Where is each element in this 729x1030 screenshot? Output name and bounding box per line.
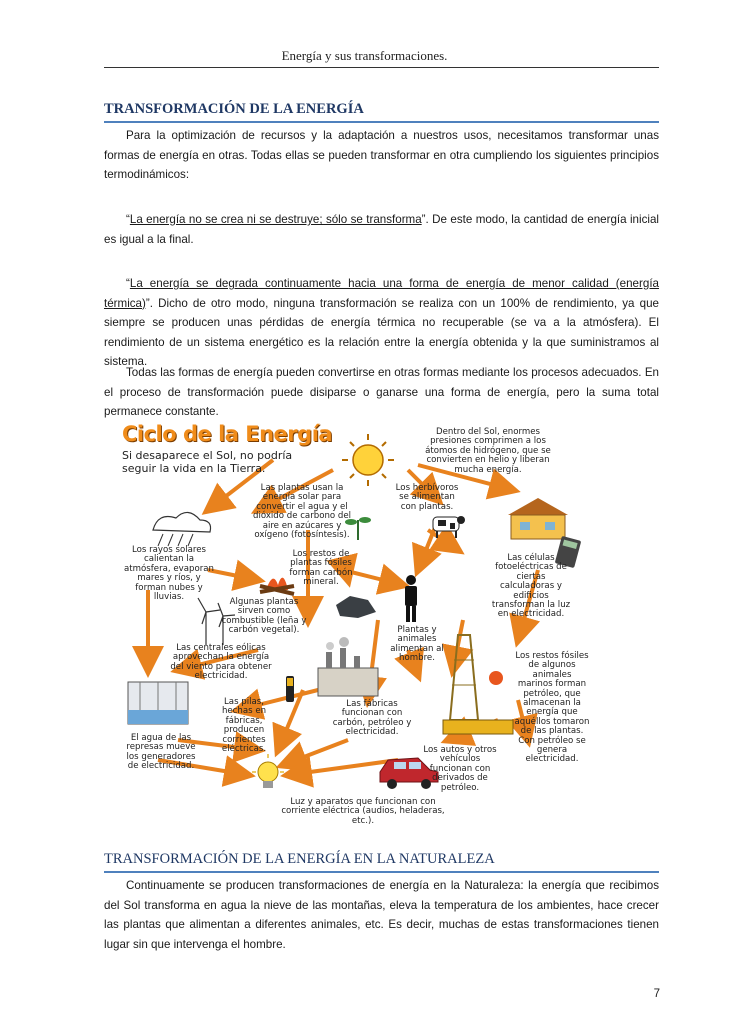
vehicles-caption: Los autos y otros vehículos funcionan con derivados de petróleo. [423, 745, 497, 793]
fossil-coal-caption: Los restos de plantas fósiles forman carbón mineral. [289, 549, 353, 588]
factories-caption: Las fábricas funcionan con carbón, petróleo y electricidad. [332, 699, 412, 738]
herbivores-caption: Los herbívoros se alimentan con plantas. [395, 483, 459, 512]
lightbulb-icon [252, 754, 284, 788]
header-rule [104, 67, 659, 68]
running-header: Energía y sus transformaciones. [281, 48, 448, 63]
second-principle-paragraph [104, 274, 659, 372]
biomass-caption: Algunas plantas sirven como combustible (leña y carbón vegetal). [221, 597, 307, 636]
nature-paragraph: Continuamente se producen transformaciones de energía en la Naturaleza: la energía que recibimos del Sol transforma en agua la nieve de las montañas, eleva la temperatura de los ambientes, hace crecer las plantas que alimentan a diferentes animales, etc. Es decir, muchas de estas transformaciones tienen lugar sin que intervenga el hombre. [104, 879, 659, 951]
factory-icon [318, 637, 378, 696]
solar-cells-caption: Las células fotoeléctricas de ciertas calculadoras y edificios transforman la luz en electricidad. [491, 553, 571, 620]
rain-cloud-icon [153, 512, 211, 546]
person-icon [405, 575, 417, 622]
photosynthesis-caption: Las plantas usan la energía solar para convertir el agua y el dióxido de carbono del aire en azúcares y oxígeno (fotosíntesis). [252, 483, 352, 541]
dam-icon [128, 682, 188, 724]
first-principle-statement: La energía no se crea ni se destruye; sólo se transforma [129, 213, 422, 226]
conservation-paragraph: Todas las formas de energía pueden convertirse en otras formas mediante los procesos adecuados. En el proceso de transformación puede disiparse o ganarse una forma de energía, pero la suma total permanece constante. [104, 366, 659, 419]
intro-paragraph: Para la optimización de recursos y la adaptación a nuestros usos, necesitamos transformar unas formas de energía en otras. Todas ellas se pueden transformar en otra cumpliendo los siguientes principios termodinámicos: [104, 129, 659, 182]
petroleum-caption: Los restos fósiles de algunos animales marinos forman petróleo, que almacenan la energía que aquéllos tomaron de las plantas. Con petróleo se genera electricidad. [514, 651, 590, 765]
sun-caption: Dentro del Sol, enormes presiones comprimen a los átomos de hidrógeno, que se convierten en helio y liberan mucha energía. [425, 427, 551, 475]
page-number: 7 [653, 988, 660, 1000]
cow-icon [433, 516, 465, 538]
oil-rig-icon [443, 635, 513, 734]
diagram-title: Ciclo de la Energía [122, 422, 333, 446]
first-principle-paragraph [104, 210, 659, 249]
coal-icon [336, 596, 376, 618]
water-cycle-caption: Los rayos solares calientan la atmósfera, evaporan mares y ríos, y forman nubes y lluvias. [124, 545, 214, 603]
battery-caption: Las pilas, hechas en fábricas, producen corrientes eléctricas. [221, 697, 267, 755]
section-heading: TRANSFORMACIÓN DE LA ENERGÍA [104, 101, 659, 123]
house-icon [508, 498, 568, 539]
diagram-subtitle [122, 450, 292, 475]
food-chain-caption: Plantas y animales alimentan al hombre. [390, 625, 444, 664]
battery-icon [286, 676, 294, 702]
diagram-subtitle-line-1: Si desaparece el Sol, no podría [122, 449, 293, 462]
quote-open: “ [126, 213, 130, 226]
section-heading: TRANSFORMACIÓN DE LA ENERGÍA EN LA NATURALEZA [104, 851, 659, 873]
hydroelectric-caption: El agua de las represas mueve los generadores de electricidad. [126, 733, 196, 772]
sun-icon [342, 434, 394, 486]
wind-power-caption: Las centrales eólicas aprovechan la energía del viento para obtener electricidad. [170, 643, 272, 682]
diagram-subtitle-line-2: seguir la vida en la Tierra. [122, 461, 266, 475]
second-principle-explanation: ”. Dicho de otro modo, ninguna transformación se realiza con un 100% de rendimiento, ya que siempre se producen unas pérdidas de energía térmica no recuperable (se va a la atmósfera). El rendimiento de un sistema energético es la relación entre la energía obtenida y la que suministramos al sistema. [104, 296, 659, 369]
first-principle-explanation: ”. De este modo, la cantidad de energía inicial es igual a la final. [104, 213, 659, 246]
second-principle-statement: La energía se degrada continuamente hacia una forma de energía de menor calidad (energía térmica) [104, 277, 659, 310]
electric-appliances-caption: Luz y aparatos que funcionan con corriente eléctrica (audios, heladeras, etc.). [281, 797, 445, 826]
energy-cycle-diagram [118, 420, 643, 838]
quote-open: “ [126, 277, 130, 290]
energy-cycle-artwork [118, 420, 643, 838]
